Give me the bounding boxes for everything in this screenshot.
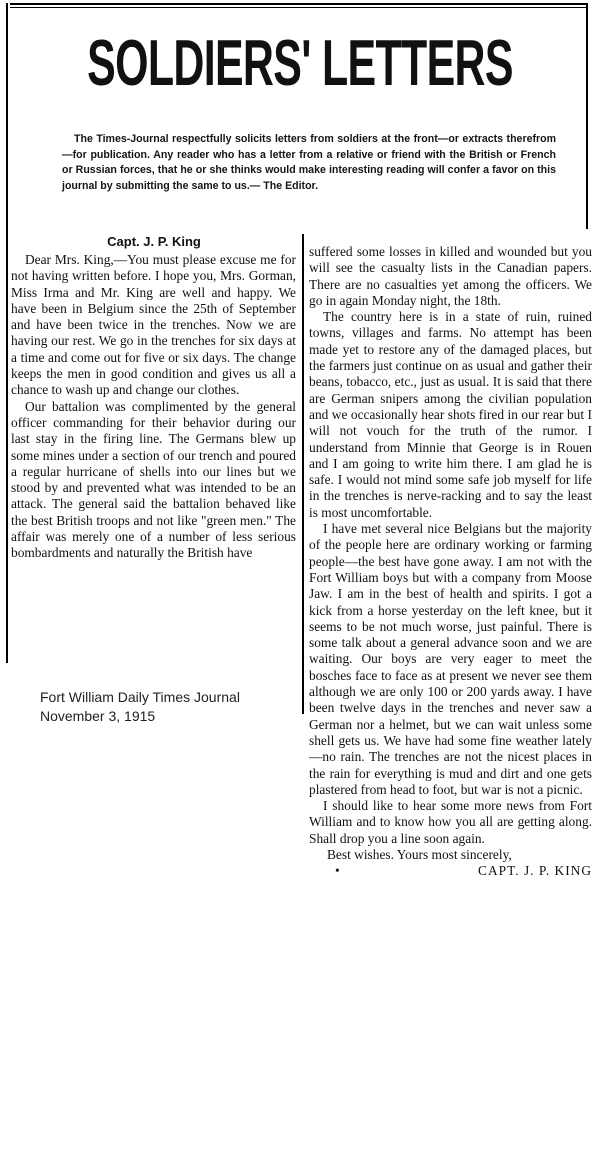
paragraph: Dear Mrs. King,—You must please excuse me for not having written before. I hope you, Mrs. Gorman, Miss Irma and Mr. King are well and happy. We have been in Belgium since the 25th of September and have been twice in the trenches. Now we are having our rest. We go in the trenches for six days at a time and come out for five or six days. The change keeps the men in good condition and gives us all a chance to wash up and change our clothes. (11, 252, 296, 398)
paragraph: I should like to hear some more news from Fort William and to know how you all are getting along. Shall drop you a line soon again. (309, 798, 592, 846)
paragraph: I have met several nice Belgians but the majority of the people here are ordinary working or farming people—the best have gone away. I am not with the Fort William boys but with a company from Moose Jaw. I am in the best of health and spirits. I got a kick from a horse yesterday on the left knee, but it seems to be not much worse, just painful. There is some talk about a general advance soon and we are waiting. Our boys are very eager to meet the bosches face to face as at present we never see them although we are only 100 or 200 yards away. I have been twelve days in the trenches and never saw a German nor a helmet, but we can wait unless some shell gets us. We have had some fine weather lately—no rain. The trenches are not the nicest places in the rain for everything is mud and dirt and one gets plastered from head to foot, but war is not a picnic. (309, 521, 592, 797)
letter-byline: Capt. J. P. King (107, 234, 201, 249)
signature-name: CAPT. J. P. KING (478, 863, 592, 879)
top-border (10, 3, 588, 5)
letter-column-2 (309, 244, 592, 880)
signature (309, 863, 592, 879)
bullet-mark: • (335, 863, 341, 879)
letter-column-1 (11, 252, 296, 562)
paragraph: suffered some losses in killed and wounded but you will see the casualty lists in the Canadian papers. There are no casualties yet among the officers. We go in again Monday night, the 18th. (309, 244, 592, 308)
paragraph: Our battalion was complimented by the general officer commanding for their behavior during our last stay in the firing line. The Germans blew up some mines under a section of our trench and poured a regular hurricane of shells into our lines but we stood by and prevented what was intended to be an attack. The general said the battalion behaved like the best British troops and not like "green men." The affair was merely one of a number of less serious bombardments and naturally the British have (11, 398, 296, 561)
right-border (586, 3, 588, 229)
editor-note: The Times-Journal respectfully solicits letters from soldiers at the front—or extracts therefrom—for publication. Any reader who has a letter from a relative or friend with the British or French or Russian forces, that he or she thinks would make interesting reading will confer a favor on this journal by submitting the same to us.— The Editor. (62, 133, 556, 192)
caption-publication: Fort William Daily Times Journal (40, 689, 240, 705)
top-border-inner (10, 7, 588, 8)
closing-line: Best wishes. Yours most sincerely, (327, 846, 512, 862)
page-title: SOLDIERS' LETTERS (87, 25, 513, 99)
left-border (6, 3, 8, 663)
column-divider (302, 234, 304, 714)
source-caption (40, 688, 300, 726)
caption-date: November 3, 1915 (40, 708, 156, 724)
paragraph: The country here is in a state of ruin, ruined towns, villages and farms. No attempt has been made yet to restore any of the damaged places, but the farmers just continue on as usual and gather their beans, tobacco, etc., just as usual. It is said that there are German snipers among the civilian population and we occasionally hear shots fired in our rear but I will not vouch for the truth of the rumor. I understand from Minnie that George is in Rouen and I am going to write him there. I am glad he is safe. I would not mind some safe job myself for life in the trenches is nerve-racking and to say the least is most uncomfortable. (309, 309, 592, 520)
